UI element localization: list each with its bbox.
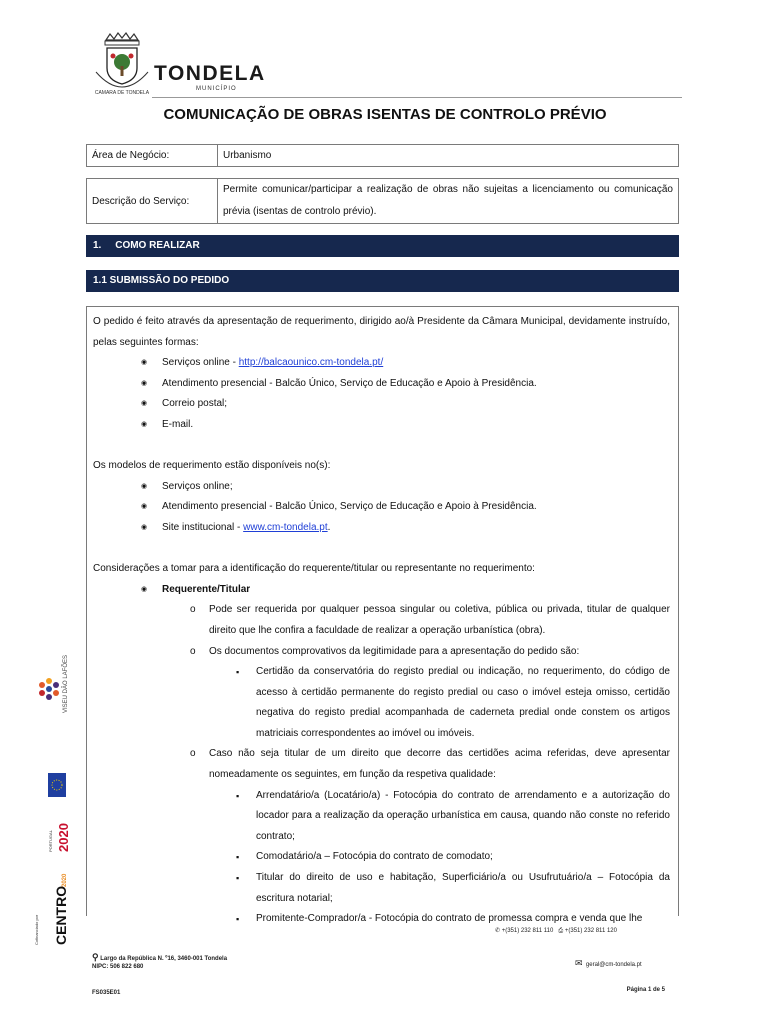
footer-phones <box>495 927 675 935</box>
footer-address: ⚲ Largo da República N. º16, 3460-001 Tondela <box>92 952 228 962</box>
email-icon: ✉ <box>575 958 583 968</box>
page-footer <box>0 920 770 1024</box>
list-item: ▪ Titular do direito de uso e habitação, Superficiário/a ou Usufrutuário/a – Fotocópia da escritura notarial; <box>93 868 670 909</box>
submission-content-box <box>86 306 679 925</box>
logo-name: TONDELA <box>154 62 266 85</box>
fax-icon: ⎙ <box>558 928 564 934</box>
funding-sidebar <box>32 655 76 955</box>
list-item: ▪ Comodatário/a – Fotocópia do contrato de comodato; <box>93 847 670 868</box>
models-intro: Os modelos de requerimento estão disponíveis no(s): <box>93 460 331 472</box>
svg-text:CAMARA DE TONDELA: CAMARA DE TONDELA <box>94 90 150 96</box>
business-area-table <box>86 144 679 167</box>
models-list <box>93 477 670 539</box>
list-item: ◉ Site institucional - www.cm-tondela.pt. <box>93 518 670 539</box>
footer-email: ✉ geral@cm-tondela.pt <box>575 958 642 968</box>
description-value: Permite comunicar/participar a realização de obras não sujeitas a licenciamento ou comunicação prévia (isentas de controlo prévio). <box>218 179 679 224</box>
institutional-site-link[interactable]: www.cm-tondela.pt <box>243 521 328 533</box>
document-title: COMUNICAÇÃO DE OBRAS ISENTAS DE CONTROLO PRÉVIO <box>163 106 607 123</box>
eu-flag-icon <box>48 773 66 797</box>
legitimacy-docs-list <box>93 662 670 744</box>
svg-text:CENTRO: CENTRO <box>53 885 69 945</box>
svg-text:PORTUGAL: PORTUGAL <box>48 830 53 852</box>
list-item: ▪ Promitente-Comprador/a - Fotocópia do contrato de promessa compra e venda que lhe <box>93 909 670 930</box>
list-item: o Pode ser requerida por qualquer pessoa singular ou coletiva, pública ou privada, titular de qualquer direito que lhe confira a faculdade de realizar a operação urbanística (obra). <box>93 600 670 641</box>
footer-nipc: NIPC: 506 822 680 <box>92 964 144 970</box>
list-item: o Caso não seja titular de um direito que decorre das certidões acima referidas, deve apresentar nomeadamente os seguintes, em função da respetiva qualidade: <box>93 744 670 785</box>
section-heading-how-to: 1. COMO REALIZAR <box>86 235 679 257</box>
list-item: ◉ Serviços online; <box>93 477 670 498</box>
svg-text:2020: 2020 <box>56 823 71 852</box>
location-pin-icon: ⚲ <box>92 952 99 962</box>
list-item: ◉ Atendimento presencial - Balcão Único, Serviço de Educação e Apoio à Presidência. <box>93 374 670 395</box>
portugal-2020-logo-icon <box>48 823 71 852</box>
viseu-dao-lafoes-logo-icon <box>39 655 69 713</box>
list-item: ◉ Correio postal; <box>93 394 670 415</box>
considerations-paragraph: Considerações a tomar para a identificação do requerente/titular ou representante no requerimento: <box>93 563 535 575</box>
area-label: Área de Negócio: <box>87 145 218 167</box>
phone-icon: ✆ <box>495 928 501 934</box>
area-value: Urbanismo <box>218 145 679 167</box>
balcao-unico-link[interactable]: http://balcaounico.cm-tondela.pt/ <box>238 357 384 369</box>
header-divider <box>152 97 682 98</box>
svg-text:Cofinanciado por: Cofinanciado por <box>34 914 39 945</box>
submission-forms-list <box>93 353 670 435</box>
svg-text:VISEU DÃO LAFÕES: VISEU DÃO LAFÕES <box>63 654 69 713</box>
logo-subtitle: MUNICÍPIO <box>196 86 237 92</box>
list-item: ◉ Requerente/Titular <box>93 580 670 601</box>
section-heading-submission: 1.1 SUBMISSÃO DO PEDIDO <box>86 270 679 292</box>
phone-number: +(351) 232 811 110 <box>501 928 554 934</box>
footer-page-number: Página 1 de 5 <box>626 987 665 993</box>
requerente-list <box>93 580 670 601</box>
description-label: Descrição do Serviço: <box>87 179 218 224</box>
requerente-sublist-2 <box>93 744 670 785</box>
service-description-table <box>86 178 679 224</box>
list-item: ▪ Arrendatário/a (Locatário/a) - Fotocópia do contrato de arrendamento e a autorização do locador para a realização da operação urbanística em causa, quando não conste no referido contrato; <box>93 786 670 848</box>
svg-text:2020: 2020 <box>62 873 68 887</box>
list-item: ◉ Serviços online - http://balcaounico.cm-tondela.pt/ <box>93 353 670 374</box>
intro-paragraph: O pedido é feito através da apresentação de requerimento, dirigido ao/à Presidente da Câmara Municipal, devidamente instruído, pelas seguintes formas: <box>93 316 670 348</box>
footer-document-code: FS035E01 <box>92 990 121 996</box>
list-item: o Os documentos comprovativos da legitimidade para a apresentação do pedido são: <box>93 642 670 663</box>
list-item: ◉ Atendimento presencial - Balcão Único, Serviço de Educação e Apoio à Presidência. <box>93 497 670 518</box>
quality-docs-list <box>93 786 670 930</box>
list-item: ◉ E-mail. <box>93 415 670 436</box>
tondela-crest-icon <box>92 32 152 98</box>
fax-number: +(351) 232 811 120 <box>564 928 617 934</box>
requerente-sublist <box>93 600 670 662</box>
municipality-logo <box>92 32 272 102</box>
list-item: ▪ Certidão da conservatória do registo predial ou indicação, no requerimento, do código de acesso à certidão permanente do registo predial ou caso o imóvel esteja omisso, certidão negativa do registo predial acompanhada de caderneta predial onde constem os artigos matriciais correspondentes ao imóvel ou imóveis. <box>93 662 670 744</box>
